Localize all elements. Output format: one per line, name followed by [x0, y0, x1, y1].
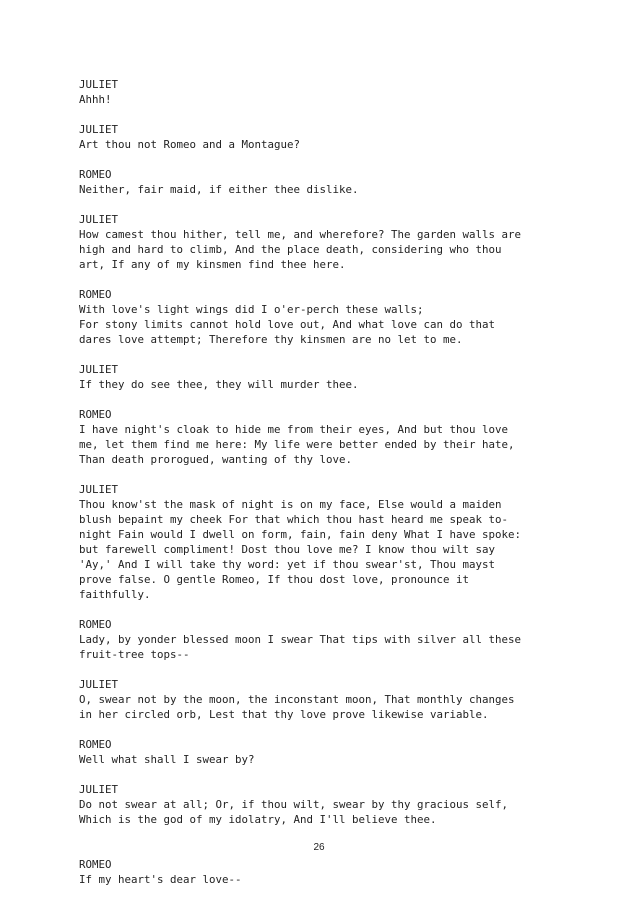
- speaker-name: ROMEO: [79, 738, 112, 751]
- dialogue-block: [79, 77, 579, 107]
- script-body: [79, 77, 579, 902]
- dialogue-line: Neither, fair maid, if either thee dislike.: [79, 183, 359, 196]
- dialogue-line: faithfully.: [79, 588, 151, 601]
- dialogue-line: 'Ay,' And I will take thy word: yet if thou swear'st, Thou mayst: [79, 558, 496, 571]
- speaker-name: JULIET: [79, 78, 119, 91]
- dialogue-line: Do not swear at all; Or, if thou wilt, swear by thy gracious self,: [79, 798, 509, 811]
- dialogue-line: For stony limits cannot hold love out, And what love can do that: [79, 318, 496, 331]
- dialogue-line: but farewell compliment! Dost thou love me? I know thou wilt say: [79, 543, 496, 556]
- page-number: 26: [313, 842, 325, 853]
- dialogue-line: blush bepaint my cheek For that which thou hast heard me speak to-: [79, 513, 509, 526]
- dialogue-line: fruit-tree tops--: [79, 648, 190, 661]
- dialogue-line: Than death prorogued, wanting of thy love.: [79, 453, 353, 466]
- dialogue-line: prove false. O gentle Romeo, If thou dost love, pronounce it: [79, 573, 470, 586]
- dialogue-line: high and hard to climb, And the place death, considering who thou: [79, 243, 502, 256]
- dialogue-line: Ahhh!: [79, 93, 112, 106]
- dialogue-line: art, If any of my kinsmen find thee here.: [79, 258, 346, 271]
- dialogue-line: Well what shall I swear by?: [79, 753, 255, 766]
- dialogue-line: With love's light wings did I o'er-perch these walls;: [79, 303, 424, 316]
- dialogue-line: Thou know'st the mask of night is on my face, Else would a maiden: [79, 498, 502, 511]
- speaker-name: ROMEO: [79, 858, 112, 871]
- speaker-name: JULIET: [79, 483, 119, 496]
- dialogue-line: If they do see thee, they will murder thee.: [79, 378, 359, 391]
- dialogue-block: [79, 737, 579, 767]
- speaker-name: JULIET: [79, 213, 119, 226]
- dialogue-line: Which is the god of my idolatry, And I'll believe thee.: [79, 813, 437, 826]
- dialogue-block: [79, 287, 579, 347]
- dialogue-line: dares love attempt; Therefore thy kinsmen are no let to me.: [79, 333, 463, 346]
- speaker-name: JULIET: [79, 123, 119, 136]
- dialogue-block: [79, 782, 579, 827]
- dialogue-block: [79, 617, 579, 662]
- speaker-name: ROMEO: [79, 288, 112, 301]
- dialogue-line: Lady, by yonder blessed moon I swear That tips with silver all these: [79, 633, 522, 646]
- speaker-name: JULIET: [79, 678, 119, 691]
- dialogue-line: in her circled orb, Lest that thy love prove likewise variable.: [79, 708, 489, 721]
- dialogue-line: How camest thou hither, tell me, and wherefore? The garden walls are: [79, 228, 522, 241]
- speaker-name: ROMEO: [79, 618, 112, 631]
- speaker-name: ROMEO: [79, 168, 112, 181]
- speaker-name: JULIET: [79, 783, 119, 796]
- dialogue-line: I have night's cloak to hide me from their eyes, And but thou love: [79, 423, 509, 436]
- dialogue-line: O, swear not by the moon, the inconstant moon, That monthly changes: [79, 693, 515, 706]
- dialogue-line: night Fain would I dwell on form, fain, fain deny What I have spoke:: [79, 528, 522, 541]
- speaker-name: ROMEO: [79, 408, 112, 421]
- dialogue-block: [79, 857, 579, 887]
- dialogue-block: [79, 167, 579, 197]
- dialogue-line: Art thou not Romeo and a Montague?: [79, 138, 301, 151]
- speaker-name: JULIET: [79, 363, 119, 376]
- dialogue-block: [79, 677, 579, 722]
- dialogue-line: If my heart's dear love--: [79, 873, 242, 886]
- dialogue-block: [79, 362, 579, 392]
- dialogue-block: [79, 407, 579, 467]
- dialogue-block: [79, 122, 579, 152]
- dialogue-line: me, let them find me here: My life were better ended by their hate,: [79, 438, 515, 451]
- dialogue-block: [79, 212, 579, 272]
- dialogue-block: [79, 482, 579, 602]
